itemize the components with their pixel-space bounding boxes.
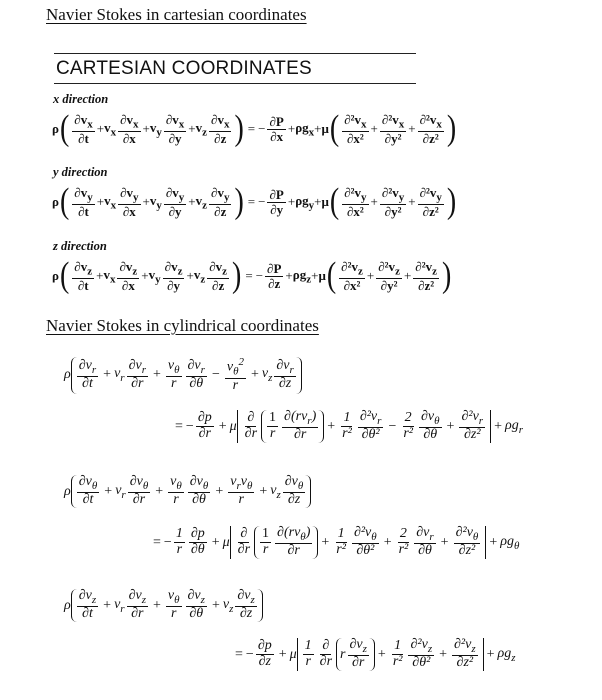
z-cyl-momentum-rhs: = − $\frac{\partial p}{\partial z}$ + μ $\frac{1}{r}$ $\frac{\partial}{\partial r}$ r $\frac{\partial v_z}{\partial r}$ + $\frac{1}{\text{r²}}$ $\frac{\partial^2v_z}{\text{∂θ²}}$ + $\frac{\partial^2v_z}{\text{∂z²}}$ + $\rho g_z$ (235, 637, 516, 671)
top-rule (54, 53, 416, 54)
title-rule (54, 83, 416, 84)
r-momentum-rhs: = − $\frac{\partial p}{\partial r}$ + μ $\frac{\partial}{\partial r}$ $\frac{1}{r}$ $\frac{\partial(rv_r)}{\partial r}$ + $\frac{1}{\text{r²}}$ $\frac{\partial^2v_r}{\text{∂θ²}}$ − $\frac{2}{\text{r²}}$ $\frac{\partial v_\theta}{\partial\theta}$ + $\frac{\partial^2v_r}{\text{∂z²}}$ + $\rho g_r$ (175, 409, 523, 443)
z-direction-label: z direction (53, 239, 107, 253)
x-direction-label: x direction (53, 92, 109, 106)
z-cyl-momentum-lhs: ρ $\frac{\partial v_z}{\partial t}$ + $v_r$ $\frac{\partial v_z}{\partial r}$ + $\frac{v_\theta}{r}$ $\frac{\partial v_z}{\partial\theta}$ + $v_z$ $\frac{\partial v_z}{\partial z}$ (64, 589, 263, 622)
theta-momentum-rhs: = − $\frac{1}{r}$ $\frac{\partial p}{\partial\theta}$ + μ $\frac{\partial}{\partial r}$ $\frac{1}{r}$ $\frac{\partial(rv_\theta)}{\partial r}$ + $\frac{1}{\text{r²}}$ $\frac{\partial^2v_\theta}{\text{∂θ²}}$ + $\frac{2}{\text{r²}}$ $\frac{\partial v_r}{\partial\theta}$ + $\frac{\partial^2v_\theta}{\text{∂z²}}$ + $\rho g_\theta$ (153, 525, 520, 559)
r-momentum-lhs: ρ $\frac{\partial v_r}{\partial t}$ + $v_r$ $\frac{\partial v_r}{\partial r}$ + $\frac{v_\theta}{r}$ $\frac{\partial v_r}{\partial\theta}$ − $\frac{v_\theta^2}{r}$ + $v_z$ $\frac{\partial v_r}{\partial z}$ (64, 357, 302, 394)
y-momentum-equation: ρ ( $\frac{\partial v_y}{\partial t}$ + $v_x$ $\frac{\partial v_y}{\partial x}$ + $v_y$ $\frac{\partial v_y}{\partial y}$ + $v_z$ $\frac{\partial v_y}{\partial z}$ ) = − $\frac{\partial P}{\partial y}$ + $\rho g_y$ + μ ( $\frac{\partial^2v_y}{\text{∂x²}}$ + $\frac{\partial^2v_y}{\text{∂y²}}$ + $\frac{\partial^2v_y}{\text{∂z²}}$ ) (52, 181, 457, 222)
y-direction-label: y direction (53, 165, 108, 179)
cylindrical-heading: Navier Stokes in cylindrical coordinates (46, 316, 319, 335)
x-momentum-equation: ρ ( $\frac{\partial v_x}{\partial t}$ + $v_x$ $\frac{\partial v_x}{\partial x}$ + $v_y$ $\frac{\partial v_x}{\partial y}$ + $v_z$ $\frac{\partial v_x}{\partial z}$ ) = − $\frac{\partial P}{\partial x}$ + $\rho g_x$ + μ ( $\frac{\partial^2v_x}{\text{∂x²}}$ + $\frac{\partial^2v_x}{\text{∂y²}}$ + $\frac{\partial^2v_x}{\text{∂z²}}$ ) (52, 108, 457, 149)
theta-momentum-lhs: ρ $\frac{\partial v_\theta}{\partial t}$ + $v_r$ $\frac{\partial v_\theta}{\partial r}$ + $\frac{v_\theta}{r}$ $\frac{\partial v_\theta}{\partial\theta}$ + $\frac{v_rv_\theta}{r}$ + $v_z$ $\frac{\partial v_\theta}{\partial z}$ (64, 475, 311, 508)
cartesian-box-title: CARTESIAN COORDINATES (56, 58, 312, 79)
cartesian-heading: Navier Stokes in cartesian coordinates (46, 5, 307, 24)
z-momentum-equation: ρ ( $\frac{\partial v_z}{\partial t}$ + $v_x$ $\frac{\partial v_z}{\partial x}$ + $v_y$ $\frac{\partial v_z}{\partial y}$ + $v_z$ $\frac{\partial v_z}{\partial z}$ ) = − $\frac{\partial P}{\partial z}$ + $\rho g_z$ + μ ( $\frac{\partial^2v_z}{\text{∂x²}}$ + $\frac{\partial^2v_z}{\text{∂y²}}$ + $\frac{\partial^2v_z}{\text{∂z²}}$ ) (52, 255, 452, 296)
